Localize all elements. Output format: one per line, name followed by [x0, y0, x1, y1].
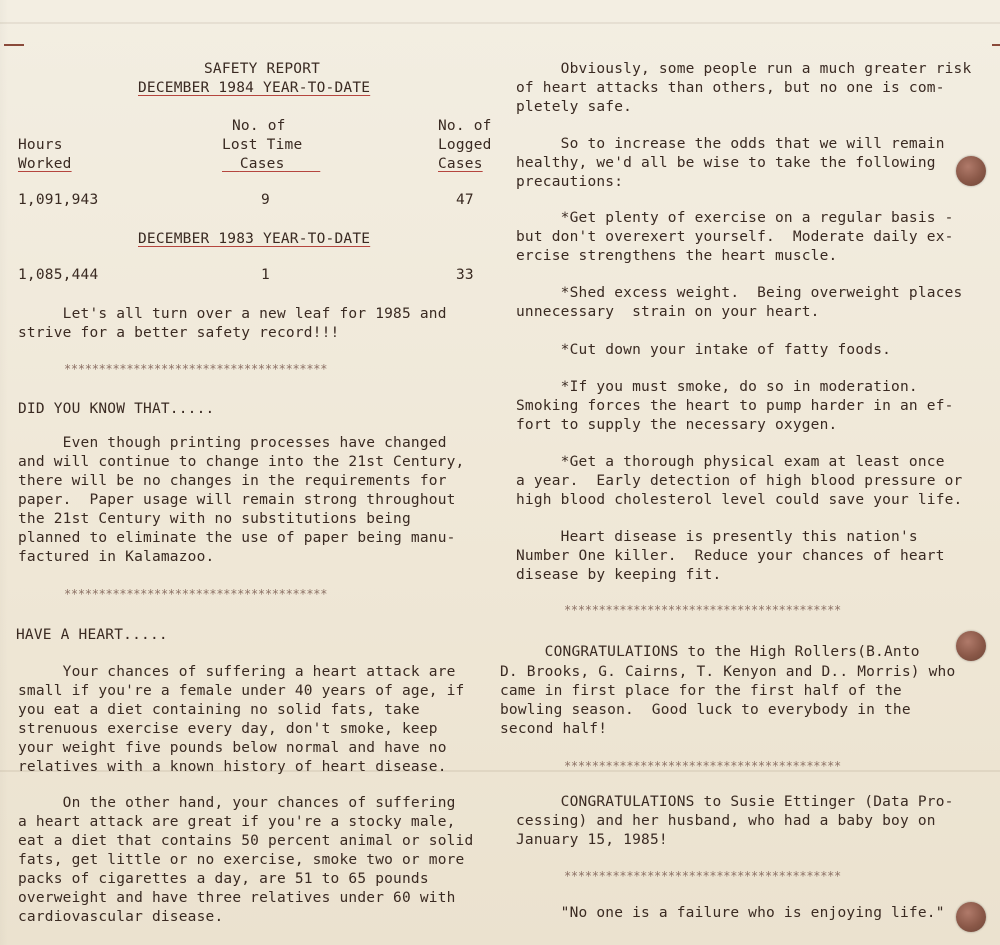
hours-1983: 1,085,444 [18, 267, 99, 283]
killer-line: disease by keeping fit. [516, 567, 722, 583]
paper-fold [0, 22, 1000, 24]
heart-line: your weight five pounds below normal and have no [18, 740, 447, 756]
know-line: planned to eliminate the use of paper being manu- [18, 530, 456, 546]
star-divider: **************************************** [564, 869, 841, 883]
punch-hole [956, 902, 986, 932]
heart-line: small if you're a female under 40 years of age, if [18, 683, 465, 699]
logged-1983: 33 [456, 267, 474, 283]
header-logged-2: Logged [438, 137, 492, 153]
know-line: Even though printing processes have changed [18, 435, 447, 451]
bowling-line: D. Brooks, G. Cairns, T. Kenyon and D.. Morris) who [500, 664, 956, 680]
heart-line: packs of cigarettes a day, are 51 to 65 pounds [18, 871, 429, 887]
odds-line: So to increase the odds that we will remain [516, 136, 945, 152]
safety-report-title: SAFETY REPORT [204, 61, 321, 77]
tip-exam-line: *Get a thorough physical exam at least once [516, 454, 945, 470]
header-hours-2: Worked [18, 156, 72, 172]
know-line: and will continue to change into the 21st Century, [18, 454, 465, 470]
baby-line: January 15, 1985! [516, 832, 668, 848]
tip-smoke-line: fort to supply the necessary oxygen. [516, 417, 838, 433]
tip-exam-line: a year. Early detection of high blood pressure or [516, 473, 963, 489]
star-divider: ************************************** [64, 362, 328, 376]
odds-line: precautions: [516, 174, 624, 190]
tip-smoke-line: *If you must smoke, do so in moderation. [516, 379, 918, 395]
lost-1984: 9 [261, 192, 270, 208]
margin-mark [4, 44, 24, 46]
star-divider: **************************************** [564, 759, 841, 773]
punch-hole [956, 631, 986, 661]
baby-line: CONGRATULATIONS to Susie Ettinger (Data Pro- [516, 794, 954, 810]
header-lost-1: No. of [232, 118, 286, 134]
heart-line: fats, get little or no exercise, smoke two or more [18, 852, 465, 868]
heart-line: strenuous exercise every day, don't smoke, keep [18, 721, 438, 737]
bowling-line: CONGRATULATIONS to the High Rollers(B.Anto [500, 644, 920, 660]
leaf-line: strive for a better safety record!!! [18, 325, 340, 341]
bowling-line: bowling season. Good luck to everybody in the [500, 702, 911, 718]
heart-line: eat a diet that contains 50 percent animal or solid [18, 833, 474, 849]
odds-line: healthy, we'd all be wise to take the following [516, 155, 936, 171]
header-hours-1: Hours [18, 137, 63, 153]
baby-line: cessing) and her husband, who had a baby boy on [516, 813, 936, 829]
tip-weight-line: *Shed excess weight. Being overweight places [516, 285, 963, 301]
heart-line: relatives with a known history of heart disease. [18, 759, 447, 775]
know-heading: DID YOU KNOW THAT..... [18, 401, 215, 417]
heart-line: overweight and have three relatives under 60 with [18, 890, 456, 906]
know-line: there will be no changes in the requirements for [18, 473, 447, 489]
killer-line: Number One killer. Reduce your chances of heart [516, 548, 945, 564]
tip-weight-line: unnecessary strain on your heart. [516, 304, 820, 320]
heart-line: cardiovascular disease. [18, 909, 224, 925]
subtitle-1983: DECEMBER 1983 YEAR-TO-DATE [138, 231, 371, 247]
bowling-line: came in first place for the first half of the [500, 683, 902, 699]
heart-heading: HAVE A HEART..... [16, 627, 168, 643]
risk-line: pletely safe. [516, 99, 633, 115]
header-lost-3: Cases [239, 156, 285, 172]
star-divider: ************************************** [64, 587, 328, 601]
tip-exercise-line: but don't overexert yourself. Moderate daily ex- [516, 229, 954, 245]
header-logged-1: No. of [438, 118, 492, 134]
heart-line: a heart attack are great if you're a stocky male, [18, 814, 456, 830]
know-line: paper. Paper usage will remain strong throughout [18, 492, 456, 508]
heart-line: On the other hand, your chances of suffering [18, 795, 456, 811]
punch-hole [956, 156, 986, 186]
header-lost-2: Lost Time [222, 137, 303, 153]
lost-1983: 1 [261, 267, 270, 283]
subtitle-1984: DECEMBER 1984 YEAR-TO-DATE [138, 80, 371, 96]
margin-mark [992, 44, 1000, 46]
heart-line: you eat a diet containing no solid fats, take [18, 702, 420, 718]
closing-quote: "No one is a failure who is enjoying life." [516, 905, 945, 921]
tip-fat-line: *Cut down your intake of fatty foods. [516, 342, 892, 358]
risk-line: of heart attacks than others, but no one is com- [516, 80, 945, 96]
risk-line: Obviously, some people run a much greater risk [516, 61, 972, 77]
tip-smoke-line: Smoking forces the heart to pump harder in an ef- [516, 398, 954, 414]
tip-exercise-line: *Get plenty of exercise on a regular basis - [516, 210, 954, 226]
tip-exam-line: high blood cholesterol level could save your life. [516, 492, 963, 508]
know-line: factured in Kalamazoo. [18, 549, 215, 565]
leaf-line: Let's all turn over a new leaf for 1985 and [18, 306, 447, 322]
know-line: the 21st Century with no substitutions being [18, 511, 411, 527]
hours-1984: 1,091,943 [18, 192, 99, 208]
killer-line: Heart disease is presently this nation's [516, 529, 918, 545]
header-logged-3: Cases [438, 156, 483, 172]
tip-exercise-line: ercise strengthens the heart muscle. [516, 248, 838, 264]
logged-1984: 47 [456, 192, 474, 208]
bowling-line: second half! [500, 721, 608, 737]
heart-line: Your chances of suffering a heart attack are [18, 664, 456, 680]
star-divider: **************************************** [564, 603, 841, 617]
